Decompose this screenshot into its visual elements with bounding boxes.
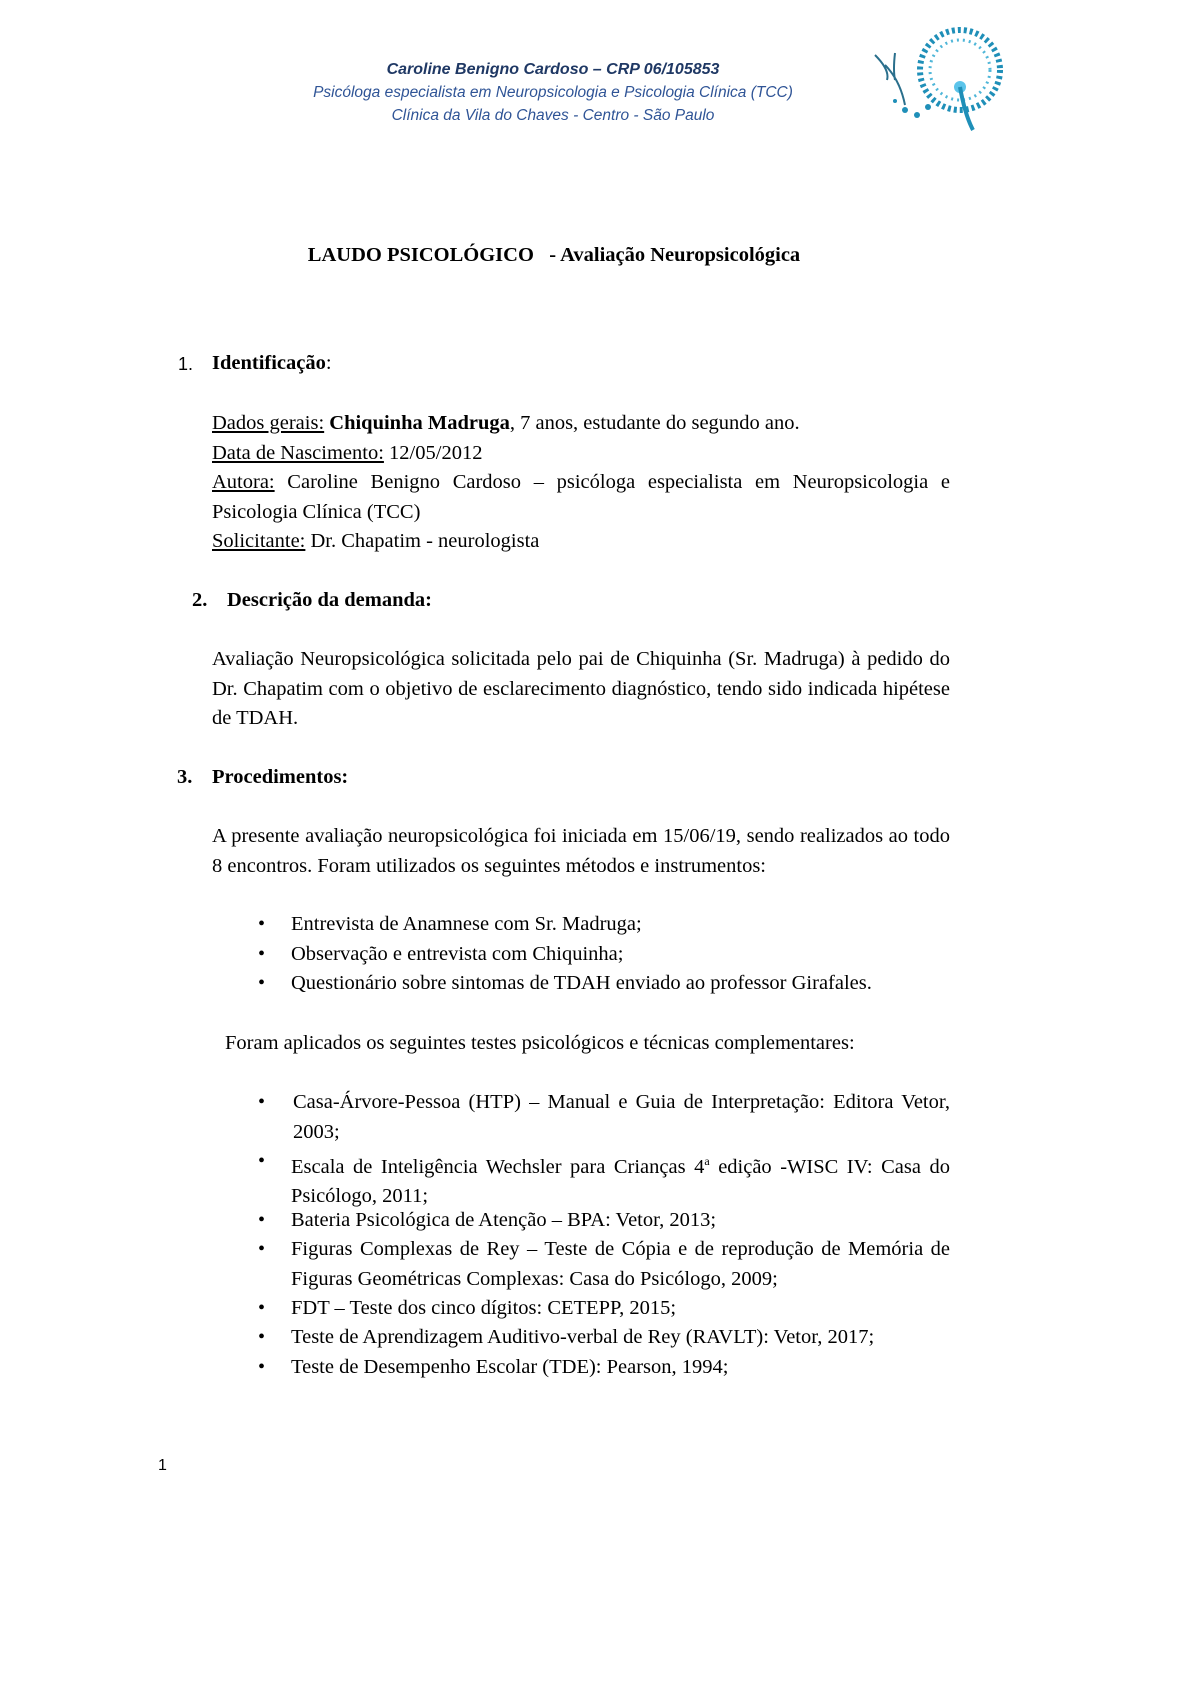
bullet-icon: • bbox=[258, 1150, 266, 1172]
requester-label: Solicitante: bbox=[212, 530, 306, 553]
birthdate-line bbox=[212, 439, 950, 469]
test-item-text: edição -WISC IV: Casa do Psicólogo, 2011; bbox=[291, 1155, 950, 1208]
identification-block bbox=[212, 409, 950, 557]
bullet-icon: • bbox=[258, 1326, 266, 1348]
bullet-icon: • bbox=[258, 972, 266, 994]
bullet-icon: • bbox=[258, 943, 266, 965]
method-item: Entrevista de Anamnese com Sr. Madruga; bbox=[291, 913, 642, 935]
tests-intro: Foram aplicados os seguintes testes psicológicos e técnicas complementares: bbox=[225, 1032, 855, 1054]
header-name: Caroline Benigno Cardoso – CRP 06/105853 bbox=[386, 61, 720, 78]
bullet-icon: • bbox=[258, 1238, 266, 1260]
section3-heading: Procedimentos: bbox=[212, 766, 349, 788]
test-item: Figuras Complexas de Rey – Teste de Cópia e de reprodução de Memória de Figuras Geométricas Complexas: Casa do Psicólogo, 2009; bbox=[291, 1238, 950, 1290]
test-item: Casa-Árvore-Pessoa (HTP) – Manual e Guia de Interpretação: Editora Vetor, 2003; bbox=[293, 1091, 950, 1143]
test-item: Teste de Desempenho Escolar (TDE): Pearson, 1994; bbox=[291, 1356, 729, 1378]
bullet-icon: • bbox=[258, 1356, 266, 1378]
section1-number: 1. bbox=[178, 354, 194, 374]
section2-text: Avaliação Neuropsicológica solicitada pelo pai de Chiquinha (Sr. Madruga) à pedido do Dr. Chapatim com o objetivo de esclarecimento diagnóstico, tendo sido indicada hipétese de TDAH. bbox=[212, 648, 950, 730]
birthdate-value: 12/05/2012 bbox=[383, 441, 483, 464]
header-specialty: Psicóloga especialista em Neuropsicologia e Psicologia Clínica (TCC) bbox=[313, 84, 793, 101]
method-item: Questionário sobre sintomas de TDAH enviado ao professor Girafales. bbox=[291, 972, 872, 994]
bullet-icon: • bbox=[258, 1209, 266, 1231]
section1-heading bbox=[212, 349, 950, 379]
section2-number: 2. bbox=[192, 589, 208, 611]
section1-heading-text: Identificação bbox=[212, 352, 326, 374]
section3-intro: A presente avaliação neuropsicológica foi iniciada em 15/06/19, sendo realizados ao todo 8 encontros. Foram utilizados os seguintes métodos e instrumentos: bbox=[212, 825, 950, 877]
patient-name: Chiquinha Madruga bbox=[324, 412, 510, 434]
document-title: LAUDO PSICOLÓGICO - Avaliação Neuropsicológica bbox=[307, 244, 801, 266]
colon: : bbox=[325, 352, 332, 374]
bullet-icon: • bbox=[258, 1297, 266, 1319]
bullet-icon: • bbox=[258, 1091, 266, 1113]
section3-number: 3. bbox=[177, 766, 193, 788]
birthdate-label: Data de Nascimento: bbox=[212, 441, 384, 464]
dados-value: , 7 anos, estudante do segundo ano. bbox=[509, 412, 800, 434]
dandelion-brain-logo-icon bbox=[865, 25, 1025, 135]
requester-line bbox=[212, 527, 950, 557]
test-item: Teste de Aprendizagem Auditivo-verbal de Rey (RAVLT): Vetor, 2017; bbox=[291, 1326, 875, 1348]
dados-label: Dados gerais: bbox=[212, 412, 325, 434]
bullet-icon: • bbox=[258, 913, 266, 935]
author-value: Caroline Benigno Cardoso – psicóloga especialista em Neuropsicologia e Psicologia Clínica (TCC) bbox=[212, 471, 950, 523]
requester-value: Dr. Chapatim - neurologista bbox=[305, 530, 540, 553]
header-clinic: Clínica da Vila do Chaves - Centro - São Paulo bbox=[391, 107, 715, 124]
superscript: a bbox=[704, 1154, 710, 1168]
test-item: Bateria Psicológica de Atenção – BPA: Vetor, 2013; bbox=[291, 1209, 717, 1231]
test-item bbox=[291, 1147, 950, 1212]
method-item: Observação e entrevista com Chiquinha; bbox=[291, 943, 624, 965]
test-item: FDT – Teste dos cinco dígitos: CETEPP, 2015; bbox=[291, 1297, 677, 1319]
section2-heading: Descrição da demanda: bbox=[227, 589, 432, 611]
author-label: Autora: bbox=[212, 471, 275, 494]
test-item-text: Escala de Inteligência Wechsler para Crianças 4 bbox=[291, 1155, 705, 1178]
author-line bbox=[212, 468, 950, 527]
dados-gerais-line bbox=[212, 409, 950, 439]
page-number: 1 bbox=[158, 1457, 167, 1474]
